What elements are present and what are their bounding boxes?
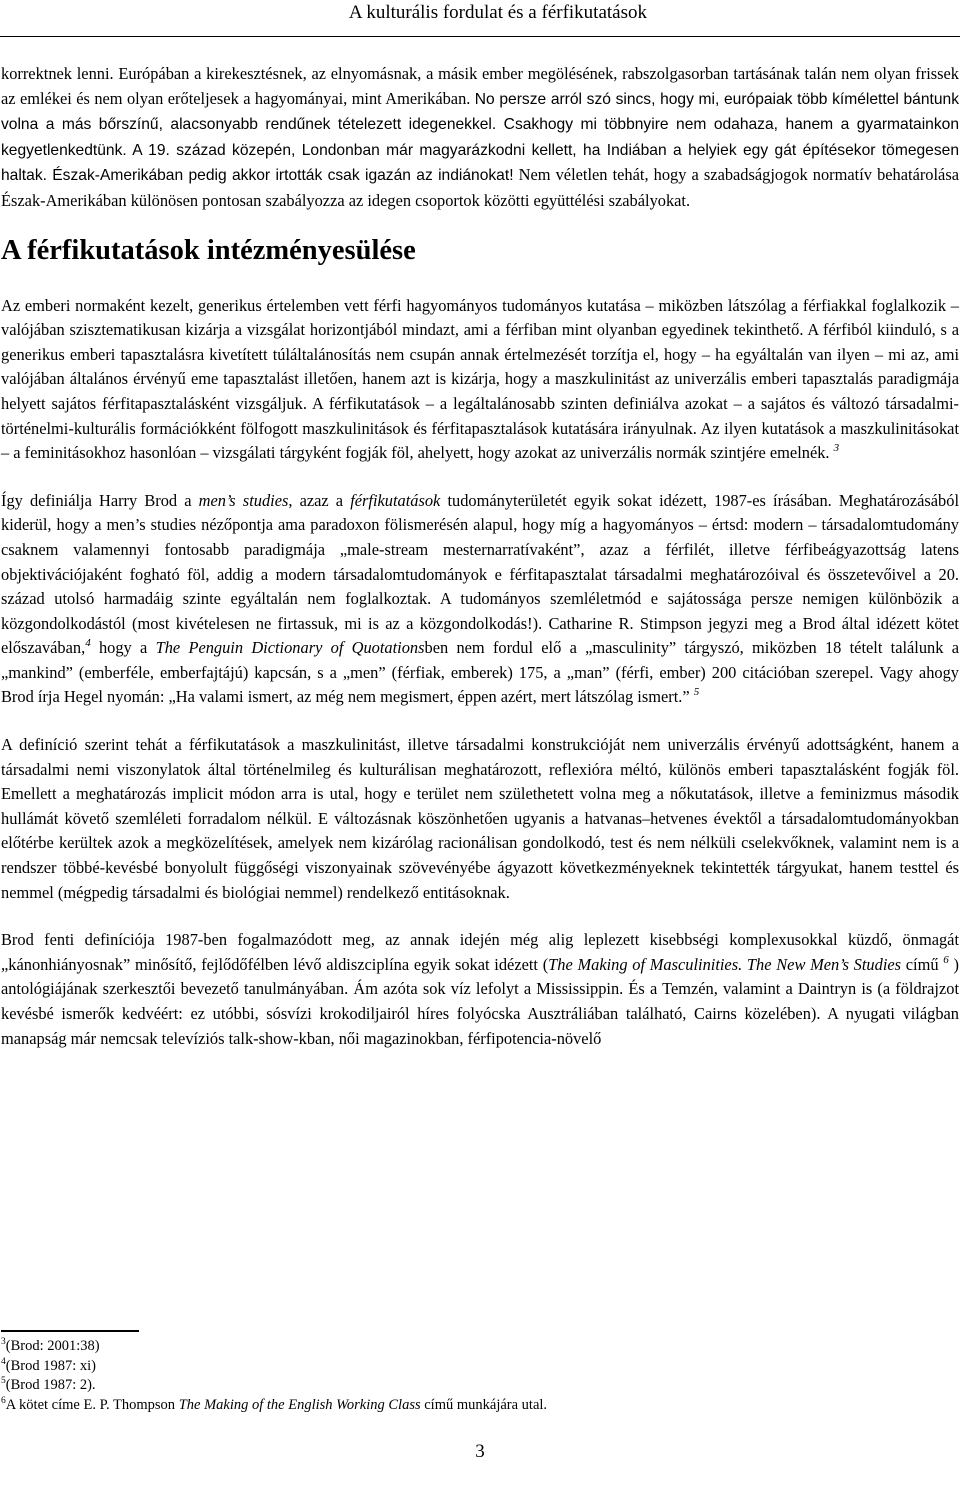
footnote-number: 6	[1, 1395, 6, 1406]
running-header: A kulturális fordulat és a férfikutatások	[348, 2, 647, 23]
paragraph-1-text: Az emberi normaként kezelt, generikus értelemben vett férfi hagyományos tudományos kutatása – miközben látszólag a férfiakkal foglalkozik – valójában szisztematikusan kizárja a vizsgálat horizontjából mindazt, ami a férfiban mint olyanban egyedinek tekinthető. A férfiból kiinduló, s a generikus emberi tapasztalásra kivetített túláltalánosítás nem csupán annak értelmezését torzítja el, hogy – ha egyáltalán van ilyen – mi az, ami valójában általános érvényű eme tapasztalást illetően, hanem azt is kizárja, hogy a maszkulinitást az univerzális emberi tapasztalás paradigmája helyett sajátos férfitapasztalásként vizsgáljuk. A férfikutatások – a legáltalánosabb szinten definiálva azokat – a sajátos és változó társadalmi-történelmi-kulturális formációkként fölfogott maszkulinitások és férfitapasztalások kutatására irányulnak. Az ilyen kutatások a maszkulinitásokat – a feminitásokhoz hasonlóan – vizsgálati tárgyként fogják föl, ahelyett, hogy azokat az univerzális normák szintjére emelnék.	[1, 295, 959, 463]
page-number: 3	[475, 1441, 485, 1462]
footnote-text: (Brod 1987: 2).	[5, 1377, 96, 1393]
footnote-number: 3	[1, 1337, 6, 1347]
title-making-of-masculinities: The Making of Masculinities. The New Men’s Studies	[548, 954, 902, 974]
paragraph-1	[1, 294, 959, 466]
footnote-text: A kötet címe E. P. Thompson	[5, 1396, 179, 1413]
paragraph-2-text-d: hogy a	[90, 638, 156, 658]
footnote-text: (Brod 1987: xi)	[5, 1357, 96, 1374]
intro-paragraph	[1, 62, 959, 214]
paragraph-3: A definíció szerint tehát a férfikutatások a maszkulinitást, illetve társadalmi konstrukcióját nem univerzális érvényű adottságként, hanem a társadalmi nemi viszonylatok által történelmileg és kulturálisan meghatározott, reflexióra méltó, különös emberi tapasztalásként fogják föl. Emellett a meghatározás implicit módon arra is utal, hogy e terület nem születhetett volna meg a nőkutatások, illetve a feminizmus második hullámát követő szemléleti forradalom nélkül. E változásnak köszönhetően ugyanis a hatvanas–hetvenes évektől a társadalomtudományokban előtérbe kerültek azok a megközelítések, amelyek nem kizárólag racionálisan gondolkodó, test és nem nélküli cselekvőknek, valamint nem is a rendszer többé-kevésbé bonyolult függőségi viszonyainak szövevényébe ágyazott következményeknek tekintették tárgyukat, hanem testtel és nemmel (mégpedig társadalmi és biológiai nemmel) rendelkező entitásoknak.	[1, 735, 959, 902]
footnote-5	[1, 1376, 901, 1396]
paragraph-2-text-a: Így definiálja Harry Brod a	[1, 490, 199, 510]
footnotes	[1, 1337, 901, 1415]
section-heading: A férfikutatások intézményesülése	[1, 234, 416, 266]
footnote-ref-6: 6	[943, 953, 949, 966]
footnote-rule	[1, 1330, 139, 1332]
paragraph-4-text-b: című	[901, 954, 939, 974]
intro-sentence-serif: korrektnek lenni. Európában a kirekesztésnek, az elnyomásnak, a másik ember megölésének, rabszolgasorban tartásának talán nem olyan frissek az emlékei és nem olyan erőteljesek a hagyományai, mint Amerikában.	[1, 64, 959, 108]
paragraph-2-text-c: tudományterületét egyik sokat idézett, 1987-es írásában. Meghatározásából kiderül, hogy a men’s studies nézőpontja ama paradoxon fölismerésén alapul, hogy míg a hagyományos – értsd: modern – társadalomtudomány csaknem valamennyi fontosabb paradigmája „male-stream mesternarratívaként”, azaz a férfilét, illetve férfibeágyazottság latens objektivációjaként fogható föl, addig a modern társadalomtudományok e férfitapasztalat társadalmi meghatározóival és összetevőivel a 20. század utolsó harmadáig szinte egyáltalán nem foglalkoztak. A tudományos szemléletmód e sajátossága persze nemigen különbözik a közgondolkodástól (most kivételesen ne firtassuk, mi is az a közgondolkodás!). Catharine R. Stimpson jegyzi meg a Brod által idézett kötet előszavában,	[1, 490, 960, 658]
footnote-text: (Brod: 2001:38)	[5, 1338, 100, 1354]
paragraph-4-text-c: ) antológiájának szerkesztői bevezető tanulmányában. Ám azóta sok víz lefolyt a Mississippin. És a Temzén, valamint a Daintryn is (a földrajzot kevésbé ismerők kedvéért: ez utóbbi, sósvízi krokodiljairól híres folyócska Ausztráliában található, Cairns közelében). A nyugati világban manapság már nemcsak televíziós talk-show-kban, női magazinokban, férfipotencia-növelő	[1, 954, 959, 1048]
footnote-3	[1, 1337, 901, 1357]
footnote-number: 4	[1, 1356, 6, 1367]
paragraph-2-text-e: ben nem fordul elő a „masculinity” tárgyszó, miközben 18 tételt találunk a „mankind” (emberféle, emberfajtájú) kapcsán, s a „men” (férfiak, emberek) 175, a „man” (férfi, ember) 200 citációban szerepel. Vagy ahogy Brod írja Hegel nyomán: „Ha valami ismert, az még nem megismert, éppen azért, mert látszólag ismert.”	[1, 638, 959, 707]
footnote-text-end: című munkájára utal.	[420, 1396, 548, 1413]
paragraph-4-text-a: Brod fenti definíciója 1987-ben fogalmazódott meg, az annak idején még alig leplezett kisebbségi komplexusokkal küzdő, önmagát „kánonhiányosnak” minősítő, fejlődőfélben lévő aldiszciplína egyik sokat idézett (	[1, 930, 959, 974]
intro-sentence-sans: No persze arról szó sincs, hogy mi, európaiak több kímélettel bántunk volna a más bőrszínű, alacsonyabb rendűnek tételezett idegenekkel. Csakhogy mi többnyire nem odahaza, hanem a gyarmatainkon kegyetlenkedtünk. A 19. század közepén, Londonban már magyarázkodni kellett, ha Indiában a helyiek egy gát építésekor tömegesen haltak. Észak-Amerikában pedig akkor irtották csak igazán az indiánokat!	[1, 90, 959, 185]
header-rule	[0, 36, 960, 37]
intro-sentence-conclusion: Nem véletlen tehát, hogy a szabadságjogok normatív behatárolása Észak-Amerikában különösen pontosan szabályozza az idegen csoportok közötti együttélési szabályokat.	[1, 165, 959, 210]
term-ferfikutatasok: férfikutatások	[350, 490, 441, 510]
term-mens-studies: men’s studies	[198, 490, 289, 510]
footnote-ref-4: 4	[85, 637, 91, 650]
paragraph-4	[1, 928, 959, 1051]
footnote-book-title: The Making of the English Working Class	[178, 1396, 421, 1413]
paragraph-2	[1, 489, 959, 710]
footnote-ref-5: 5	[693, 686, 700, 699]
footnote-ref-3: 3	[833, 442, 840, 455]
body-text	[1, 62, 959, 1051]
title-penguin-dictionary: The Penguin Dictionary of Quotations	[155, 638, 425, 658]
footnote-number: 5	[1, 1376, 6, 1386]
paragraph-2-text-b: , azaz a	[288, 490, 351, 510]
footnote-6	[1, 1396, 901, 1416]
footnote-4	[1, 1357, 901, 1377]
